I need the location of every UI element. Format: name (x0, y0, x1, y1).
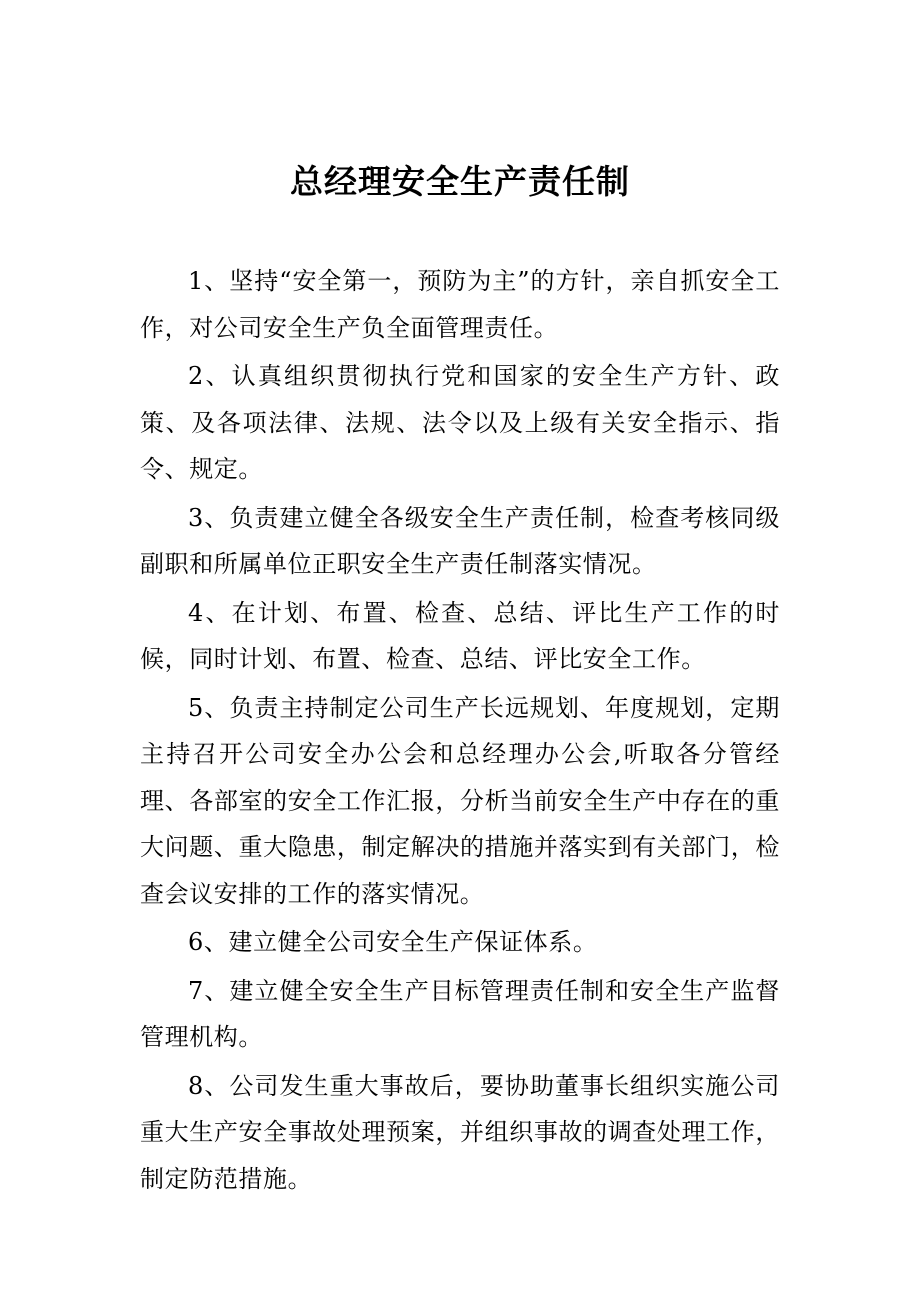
clause-3: 3、负责建立健全各级安全生产责任制，检查考核同级副职和所属单位正职安全生产责任制落实情况。 (140, 503, 780, 578)
document-title: 总经理安全生产责任制 (290, 162, 630, 201)
clause-8: 8、公司发生重大事故后，要协助董事长组织实施公司重大生产安全事故处理预案，并组织事故的调查处理工作，制定防范措施。 (140, 1071, 780, 1193)
clause-4: 4、在计划、布置、检查、总结、评比生产工作的时候，同时计划、布置、检查、总结、评比安全工作。 (140, 598, 780, 673)
clause-6: 6、建立健全公司安全生产保证体系。 (188, 928, 598, 956)
clause-7: 7、建立健全安全生产目标管理责任制和安全生产监督管理机构。 (140, 976, 780, 1051)
clause-1: 1、坚持“安全第一，预防为主”的方针，亲自抓安全工作，对公司安全生产负全面管理责任。 (140, 267, 780, 342)
clause-5: 5、负责主持制定公司生产长远规划、年度规划，定期主持召开公司安全办公会和总经理办公会,听取各分管经理、各部室的安全工作汇报，分析当前安全生产中存在的重大问题、重大隐患，制定解决的措施并落实到有关部门，检查会议安排的工作的落实情况。 (140, 693, 780, 908)
clause-list (140, 258, 780, 1204)
clause-2: 2、认真组织贯彻执行党和国家的安全生产方针、政策、及各项法律、法规、法令以及上级有关安全指示、指令、规定。 (140, 362, 780, 483)
